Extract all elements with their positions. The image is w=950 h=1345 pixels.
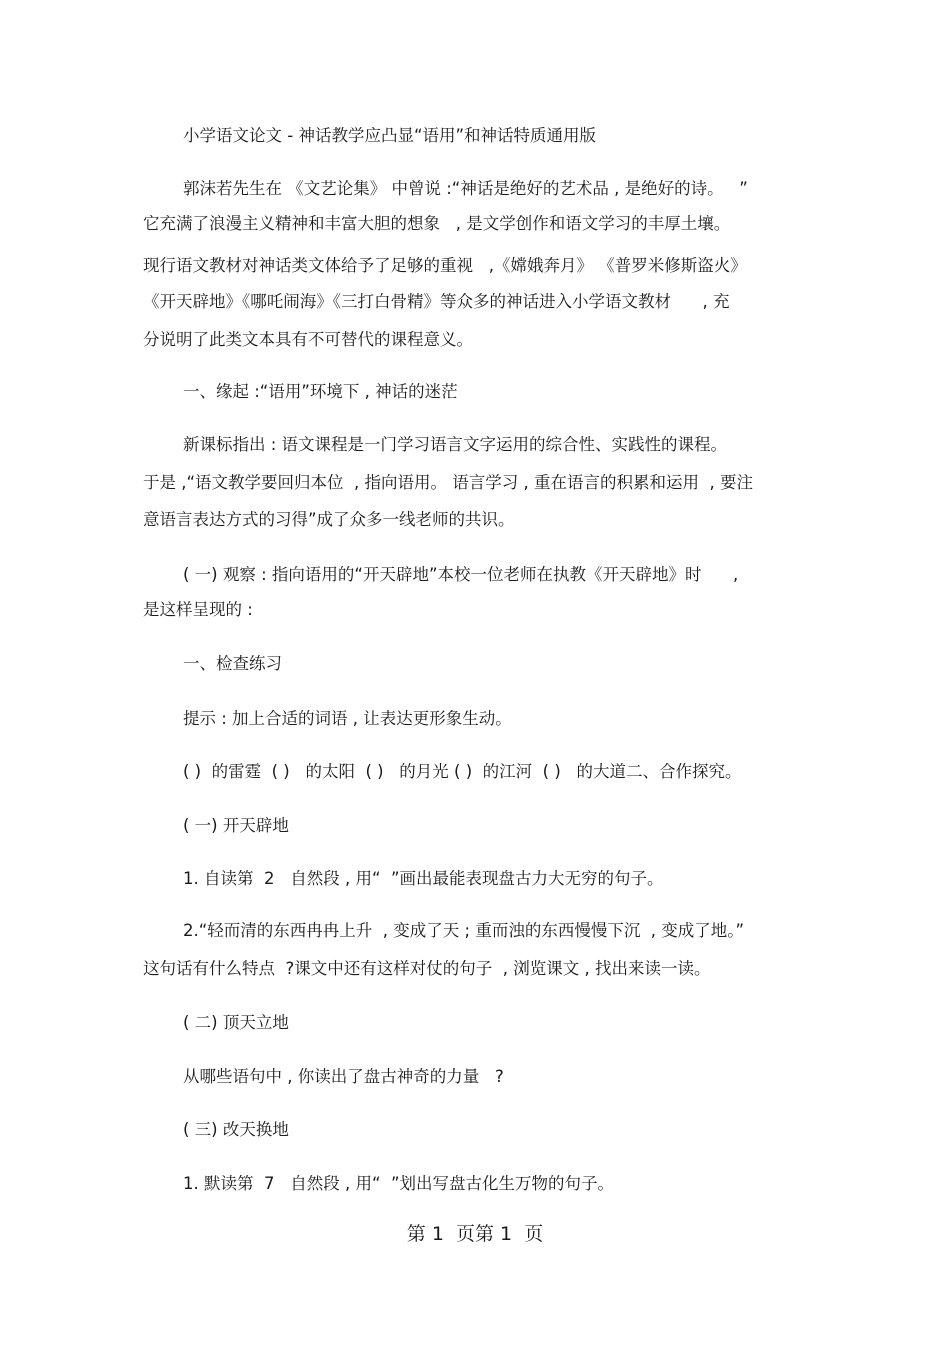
intro-line-5: 分说明了此类文本具有不可替代的课程意义。 xyxy=(143,330,473,349)
sub1-item-2-line-2: 这句话有什么特点 ?课文中还有这样对仗的句子 , 浏览课文 , 找出来读一读。 xyxy=(143,959,711,978)
observe-line-1: ( 一) 观察 : 指向语用的“开天辟地”本校一位老师在执教《开天辟地》时 , xyxy=(183,565,739,584)
section1-line-3: 意语言表达方式的习得”成了众多一线老师的共识。 xyxy=(143,510,515,529)
sub1-heading: ( 一) 开天辟地 xyxy=(183,816,289,835)
sub3-item-1: 1. 默读第 7 自然段 , 用“ ”划出写盘古化生万物的句子。 xyxy=(183,1174,615,1193)
sub1-item-1: 1. 自读第 2 自然段 , 用“ ”画出最能表现盘古力大无穷的句子。 xyxy=(183,869,664,888)
intro-line-4: 《开天辟地》《哪吒闹海》《三打白骨精》等众多的神话进入小学语文教材 , 充 xyxy=(143,292,730,311)
sub1-item-2-line-1: 2.“轻而清的东西冉冉上升 , 变成了天 ; 重而浊的东西慢慢下沉 , 变成了地。” xyxy=(183,921,745,940)
observe-line-2: 是这样呈现的 : xyxy=(143,600,253,619)
document-title: 小学语文论文 - 神话教学应凸显“语用”和神话特质通用版 xyxy=(183,126,597,145)
section1-line-1: 新课标指出 : 语文课程是一门学习语言文字运用的综合性、实践性的课程。 xyxy=(183,435,728,454)
sub3-heading: ( 三) 改天换地 xyxy=(183,1120,289,1139)
section1-line-2: 于是 ,“语文教学要回归本位 , 指向语用。 语言学习 , 重在语言的积累和运用 , 要注 xyxy=(143,473,753,492)
intro-line-2: 它充满了浪漫主义精神和丰富大胆的想象 , 是文学创作和语文学习的丰厚土壤。 xyxy=(143,214,731,233)
intro-line-3: 现行语文教材对神话类文体给予了足够的重视 ,《嫦娥奔月》 《普罗米修斯盗火》 xyxy=(143,256,747,275)
sub2-heading: ( 二) 顶天立地 xyxy=(183,1013,289,1032)
blanks-line: ( ) 的雷霆 ( ) 的太阳 ( ) 的月光 ( ) 的江河 ( ) 的大道二、合作探究。 xyxy=(183,762,742,781)
hint-line: 提示 : 加上合适的词语 , 让表达更形象生动。 xyxy=(183,709,512,728)
check-heading: 一、检查练习 xyxy=(183,654,282,673)
sub2-text: 从哪些语句中 , 你读出了盘古神奇的力量 ? xyxy=(183,1067,504,1086)
intro-line-1: 郭沫若先生在 《文艺论集》 中曾说 :“神话是绝好的艺术品 , 是绝好的诗。 ” xyxy=(183,179,748,198)
section1-heading: 一、缘起 :“语用”环境下 , 神话的迷茫 xyxy=(183,382,458,401)
page-footer: 第 1 页第 1 页 xyxy=(406,1223,544,1245)
